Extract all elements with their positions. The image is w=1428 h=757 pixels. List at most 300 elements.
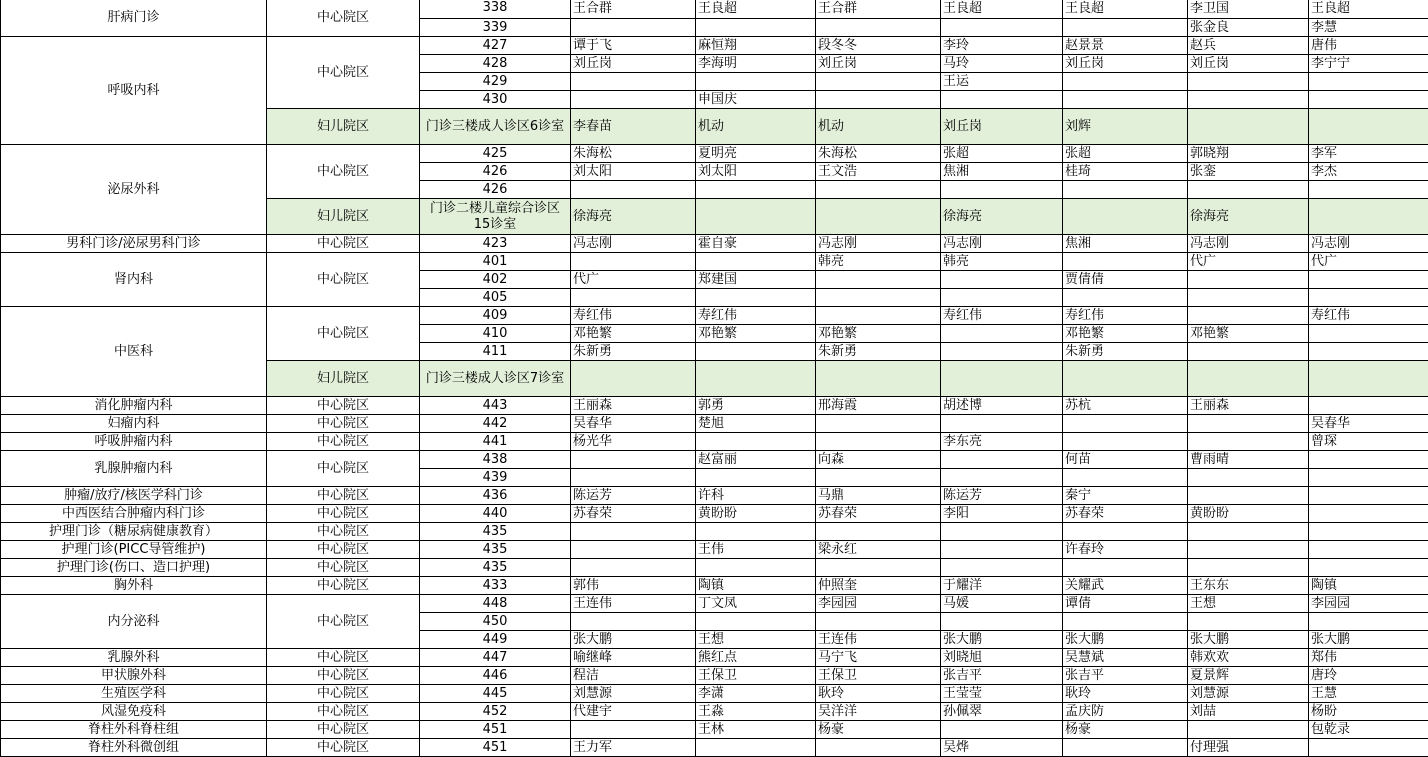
doctor-cell bbox=[571, 541, 696, 559]
doctor-cell bbox=[1188, 523, 1309, 541]
doctor-cell: 朱海松 bbox=[816, 145, 941, 163]
doctor-cell bbox=[816, 415, 941, 433]
doctor-cell: 吴洋洋 bbox=[816, 703, 941, 721]
doctor-cell: 郭勇 bbox=[696, 397, 816, 415]
doctor-cell: 吴慧斌 bbox=[1063, 649, 1188, 667]
doctor-cell bbox=[941, 613, 1063, 631]
doctor-cell: 朱海松 bbox=[571, 145, 696, 163]
doctor-cell: 张超 bbox=[1063, 145, 1188, 163]
doctor-cell: 陈运芳 bbox=[571, 487, 696, 505]
doctor-cell bbox=[1309, 91, 1428, 109]
doctor-cell bbox=[1309, 361, 1428, 397]
room-cell: 430 bbox=[420, 91, 571, 109]
doctor-cell: 关耀武 bbox=[1063, 577, 1188, 595]
doctor-cell: 马玲 bbox=[941, 55, 1063, 73]
doctor-cell bbox=[1309, 109, 1428, 145]
doctor-cell: 李杰 bbox=[1309, 163, 1428, 181]
doctor-cell: 刘晓旭 bbox=[941, 649, 1063, 667]
doctor-cell: 寿红伟 bbox=[571, 307, 696, 325]
room-cell: 445 bbox=[420, 685, 571, 703]
doctor-cell: 楚旭 bbox=[696, 415, 816, 433]
room-cell: 409 bbox=[420, 307, 571, 325]
doctor-cell bbox=[696, 181, 816, 199]
doctor-cell: 张吉平 bbox=[1063, 667, 1188, 685]
doctor-cell: 许春玲 bbox=[1063, 541, 1188, 559]
doctor-cell bbox=[696, 433, 816, 451]
department-cell: 甲状腺外科 bbox=[1, 667, 267, 685]
doctor-cell bbox=[1309, 343, 1428, 361]
doctor-cell: 杨盼 bbox=[1309, 703, 1428, 721]
doctor-cell: 向森 bbox=[816, 451, 941, 469]
doctor-cell bbox=[571, 91, 696, 109]
doctor-cell: 代建宇 bbox=[571, 703, 696, 721]
doctor-cell bbox=[696, 361, 816, 397]
doctor-cell: 王保卫 bbox=[816, 667, 941, 685]
doctor-cell bbox=[571, 721, 696, 739]
campus-cell: 中心院区 bbox=[267, 739, 420, 757]
department-cell: 泌尿外科 bbox=[1, 145, 267, 235]
doctor-cell: 张大鹏 bbox=[1309, 631, 1428, 649]
room-cell: 441 bbox=[420, 433, 571, 451]
doctor-cell: 熊红点 bbox=[696, 649, 816, 667]
department-cell: 肿瘤/放疗/核医学科门诊 bbox=[1, 487, 267, 505]
doctor-cell bbox=[696, 559, 816, 577]
doctor-cell: 代广 bbox=[1309, 253, 1428, 271]
doctor-cell bbox=[696, 19, 816, 37]
doctor-cell: 谭倩 bbox=[1063, 595, 1188, 613]
doctor-cell: 刘丘岗 bbox=[1188, 55, 1309, 73]
doctor-cell: 唐伟 bbox=[1309, 37, 1428, 55]
doctor-cell: 张超 bbox=[941, 145, 1063, 163]
doctor-cell: 梁永红 bbox=[816, 541, 941, 559]
doctor-cell bbox=[696, 73, 816, 91]
doctor-cell: 赵景景 bbox=[1063, 37, 1188, 55]
doctor-cell: 王良超 bbox=[941, 0, 1063, 19]
doctor-cell bbox=[1188, 541, 1309, 559]
doctor-cell: 李园园 bbox=[1309, 595, 1428, 613]
room-cell: 449 bbox=[420, 631, 571, 649]
doctor-cell: 贾倩倩 bbox=[1063, 271, 1188, 289]
doctor-cell bbox=[941, 343, 1063, 361]
doctor-cell bbox=[696, 253, 816, 271]
campus-cell: 中心院区 bbox=[267, 541, 420, 559]
doctor-cell: 耿玲 bbox=[816, 685, 941, 703]
doctor-cell: 王丽森 bbox=[571, 397, 696, 415]
doctor-cell: 李军 bbox=[1309, 145, 1428, 163]
room-cell: 425 bbox=[420, 145, 571, 163]
schedule-body bbox=[1, 0, 1428, 757]
doctor-cell: 王保卫 bbox=[696, 667, 816, 685]
doctor-cell bbox=[571, 613, 696, 631]
campus-cell: 中心院区 bbox=[267, 703, 420, 721]
doctor-cell bbox=[1063, 253, 1188, 271]
table-row bbox=[1, 577, 1428, 595]
campus-cell: 妇儿院区 bbox=[267, 199, 420, 235]
room-cell: 451 bbox=[420, 739, 571, 757]
doctor-cell: 徐海亮 bbox=[571, 199, 696, 235]
doctor-cell bbox=[941, 523, 1063, 541]
department-cell: 护理门诊（糖尿病健康教育） bbox=[1, 523, 267, 541]
doctor-cell: 孟庆防 bbox=[1063, 703, 1188, 721]
doctor-cell bbox=[1063, 19, 1188, 37]
doctor-cell bbox=[816, 523, 941, 541]
doctor-cell bbox=[571, 361, 696, 397]
department-cell: 风湿免疫科 bbox=[1, 703, 267, 721]
table-row bbox=[1, 307, 1428, 325]
doctor-cell: 耿玲 bbox=[1063, 685, 1188, 703]
doctor-cell: 王连伟 bbox=[816, 631, 941, 649]
table-row bbox=[1, 595, 1428, 613]
doctor-cell bbox=[1188, 289, 1309, 307]
doctor-cell bbox=[1188, 181, 1309, 199]
doctor-cell bbox=[571, 19, 696, 37]
doctor-cell: 陶镇 bbox=[1309, 577, 1428, 595]
doctor-cell: 李玲 bbox=[941, 37, 1063, 55]
campus-cell: 中心院区 bbox=[267, 451, 420, 487]
campus-cell: 中心院区 bbox=[267, 487, 420, 505]
doctor-cell: 徐海亮 bbox=[941, 199, 1063, 235]
doctor-cell: 曾琛 bbox=[1309, 433, 1428, 451]
doctor-cell: 韩亮 bbox=[816, 253, 941, 271]
doctor-cell bbox=[941, 721, 1063, 739]
room-cell: 405 bbox=[420, 289, 571, 307]
doctor-cell bbox=[941, 469, 1063, 487]
doctor-cell: 张銮 bbox=[1188, 163, 1309, 181]
doctor-cell bbox=[571, 289, 696, 307]
doctor-cell: 寿红伟 bbox=[941, 307, 1063, 325]
doctor-cell: 王想 bbox=[1188, 595, 1309, 613]
doctor-cell: 刘喆 bbox=[1188, 703, 1309, 721]
doctor-cell bbox=[571, 559, 696, 577]
campus-cell: 中心院区 bbox=[267, 559, 420, 577]
doctor-cell bbox=[1309, 289, 1428, 307]
table-row bbox=[1, 523, 1428, 541]
room-cell: 443 bbox=[420, 397, 571, 415]
doctor-cell: 王丽森 bbox=[1188, 397, 1309, 415]
room-cell: 426 bbox=[420, 163, 571, 181]
doctor-cell bbox=[1188, 307, 1309, 325]
doctor-cell: 苏春荣 bbox=[816, 505, 941, 523]
doctor-cell bbox=[1063, 469, 1188, 487]
doctor-cell: 王良超 bbox=[1309, 0, 1428, 19]
campus-cell: 中心院区 bbox=[267, 37, 420, 109]
doctor-cell bbox=[1188, 433, 1309, 451]
doctor-cell: 吴春华 bbox=[1309, 415, 1428, 433]
department-cell: 妇瘤内科 bbox=[1, 415, 267, 433]
table-row bbox=[1, 505, 1428, 523]
doctor-cell: 邓艳繁 bbox=[1188, 325, 1309, 343]
doctor-cell bbox=[1309, 505, 1428, 523]
doctor-cell bbox=[816, 271, 941, 289]
campus-cell: 中心院区 bbox=[267, 577, 420, 595]
room-cell: 448 bbox=[420, 595, 571, 613]
room-cell: 门诊二楼儿童综合诊区15诊室 bbox=[420, 199, 571, 235]
doctor-cell: 徐海亮 bbox=[1188, 199, 1309, 235]
room-cell: 447 bbox=[420, 649, 571, 667]
room-cell: 451 bbox=[420, 721, 571, 739]
doctor-cell bbox=[571, 253, 696, 271]
doctor-cell bbox=[696, 343, 816, 361]
doctor-cell: 包乾录 bbox=[1309, 721, 1428, 739]
doctor-cell: 黄盼盼 bbox=[1188, 505, 1309, 523]
table-row bbox=[1, 397, 1428, 415]
doctor-cell: 王文浩 bbox=[816, 163, 941, 181]
doctor-cell: 李阳 bbox=[941, 505, 1063, 523]
doctor-cell bbox=[1063, 559, 1188, 577]
doctor-cell: 李东亮 bbox=[941, 433, 1063, 451]
doctor-cell bbox=[1188, 361, 1309, 397]
doctor-cell: 邓艳繁 bbox=[1063, 325, 1188, 343]
doctor-cell bbox=[571, 451, 696, 469]
doctor-cell: 仲照奎 bbox=[816, 577, 941, 595]
doctor-cell: 王合群 bbox=[816, 0, 941, 19]
doctor-cell bbox=[1309, 199, 1428, 235]
doctor-cell: 李海明 bbox=[696, 55, 816, 73]
doctor-cell: 朱新勇 bbox=[571, 343, 696, 361]
doctor-cell bbox=[1309, 451, 1428, 469]
department-cell: 中医科 bbox=[1, 307, 267, 397]
doctor-cell bbox=[1063, 523, 1188, 541]
doctor-cell: 郭晓翔 bbox=[1188, 145, 1309, 163]
department-cell: 生殖医学科 bbox=[1, 685, 267, 703]
doctor-cell bbox=[1188, 559, 1309, 577]
doctor-cell bbox=[816, 73, 941, 91]
doctor-cell bbox=[941, 91, 1063, 109]
doctor-cell bbox=[1063, 361, 1188, 397]
doctor-cell: 刘丘岗 bbox=[1063, 55, 1188, 73]
doctor-cell: 王莹莹 bbox=[941, 685, 1063, 703]
doctor-cell: 张大鹏 bbox=[571, 631, 696, 649]
doctor-cell bbox=[696, 739, 816, 757]
room-cell: 429 bbox=[420, 73, 571, 91]
doctor-cell: 王林 bbox=[696, 721, 816, 739]
doctor-cell bbox=[941, 271, 1063, 289]
doctor-cell bbox=[1309, 541, 1428, 559]
department-cell: 胸外科 bbox=[1, 577, 267, 595]
doctor-cell: 郑伟 bbox=[1309, 649, 1428, 667]
room-cell: 433 bbox=[420, 577, 571, 595]
doctor-cell: 李宁宁 bbox=[1309, 55, 1428, 73]
doctor-cell: 张大鹏 bbox=[941, 631, 1063, 649]
doctor-cell bbox=[816, 559, 941, 577]
room-cell: 450 bbox=[420, 613, 571, 631]
doctor-cell: 王良超 bbox=[1063, 0, 1188, 19]
doctor-cell: 刘辉 bbox=[1063, 109, 1188, 145]
table-row bbox=[1, 667, 1428, 685]
doctor-cell bbox=[1063, 73, 1188, 91]
department-cell: 乳腺肿瘤内科 bbox=[1, 451, 267, 487]
campus-cell: 中心院区 bbox=[267, 235, 420, 253]
campus-cell: 中心院区 bbox=[267, 667, 420, 685]
doctor-cell bbox=[1309, 469, 1428, 487]
table-row bbox=[1, 145, 1428, 163]
doctor-cell bbox=[1188, 469, 1309, 487]
doctor-cell: 陶镇 bbox=[696, 577, 816, 595]
doctor-cell bbox=[816, 361, 941, 397]
campus-cell: 中心院区 bbox=[267, 721, 420, 739]
doctor-cell: 李慧 bbox=[1309, 19, 1428, 37]
department-cell: 呼吸肿瘤内科 bbox=[1, 433, 267, 451]
doctor-cell: 杨豪 bbox=[1063, 721, 1188, 739]
department-cell: 脊柱外科脊柱组 bbox=[1, 721, 267, 739]
doctor-cell bbox=[1063, 91, 1188, 109]
doctor-cell: 马媛 bbox=[941, 595, 1063, 613]
table-row bbox=[1, 721, 1428, 739]
campus-cell: 中心院区 bbox=[267, 397, 420, 415]
doctor-cell: 许科 bbox=[696, 487, 816, 505]
doctor-cell: 朱新勇 bbox=[1063, 343, 1188, 361]
doctor-cell: 冯志刚 bbox=[816, 235, 941, 253]
doctor-cell bbox=[941, 19, 1063, 37]
doctor-cell bbox=[941, 559, 1063, 577]
doctor-cell: 苏春荣 bbox=[571, 505, 696, 523]
doctor-cell bbox=[1188, 343, 1309, 361]
doctor-cell: 张大鹏 bbox=[1188, 631, 1309, 649]
table-row bbox=[1, 685, 1428, 703]
doctor-cell: 刘太阳 bbox=[696, 163, 816, 181]
doctor-cell: 刘太阳 bbox=[571, 163, 696, 181]
doctor-cell bbox=[816, 181, 941, 199]
doctor-cell: 马鼎 bbox=[816, 487, 941, 505]
doctor-cell bbox=[941, 361, 1063, 397]
doctor-cell: 段冬冬 bbox=[816, 37, 941, 55]
doctor-cell: 何苗 bbox=[1063, 451, 1188, 469]
doctor-cell bbox=[1063, 181, 1188, 199]
department-cell: 肾内科 bbox=[1, 253, 267, 307]
doctor-cell: 王连伟 bbox=[571, 595, 696, 613]
campus-cell: 中心院区 bbox=[267, 307, 420, 361]
doctor-cell bbox=[816, 469, 941, 487]
table-row bbox=[1, 37, 1428, 55]
doctor-cell: 邢海霞 bbox=[816, 397, 941, 415]
doctor-cell: 冯志刚 bbox=[1188, 235, 1309, 253]
doctor-cell: 邓艳繁 bbox=[696, 325, 816, 343]
doctor-cell: 代广 bbox=[1188, 253, 1309, 271]
campus-cell: 中心院区 bbox=[267, 253, 420, 307]
room-cell: 402 bbox=[420, 271, 571, 289]
doctor-cell bbox=[1309, 73, 1428, 91]
doctor-cell bbox=[571, 73, 696, 91]
doctor-cell: 李园园 bbox=[816, 595, 941, 613]
doctor-cell bbox=[816, 433, 941, 451]
table-row bbox=[1, 487, 1428, 505]
doctor-cell: 赵兵 bbox=[1188, 37, 1309, 55]
doctor-cell: 李春苗 bbox=[571, 109, 696, 145]
room-cell: 411 bbox=[420, 343, 571, 361]
room-cell: 442 bbox=[420, 415, 571, 433]
doctor-cell: 冯志刚 bbox=[1309, 235, 1428, 253]
doctor-cell: 胡述博 bbox=[941, 397, 1063, 415]
doctor-cell bbox=[816, 307, 941, 325]
doctor-cell: 王力军 bbox=[571, 739, 696, 757]
campus-cell: 中心院区 bbox=[267, 595, 420, 649]
doctor-cell: 刘丘岗 bbox=[571, 55, 696, 73]
doctor-cell bbox=[1063, 289, 1188, 307]
table-row bbox=[1, 433, 1428, 451]
campus-cell: 中心院区 bbox=[267, 433, 420, 451]
doctor-cell: 王慧 bbox=[1309, 685, 1428, 703]
doctor-cell bbox=[816, 739, 941, 757]
doctor-cell bbox=[1309, 181, 1428, 199]
doctor-cell bbox=[1063, 199, 1188, 235]
doctor-cell: 郑建国 bbox=[696, 271, 816, 289]
room-cell: 436 bbox=[420, 487, 571, 505]
doctor-cell: 邓艳繁 bbox=[571, 325, 696, 343]
doctor-cell bbox=[816, 19, 941, 37]
doctor-cell: 于耀洋 bbox=[941, 577, 1063, 595]
doctor-cell bbox=[1309, 487, 1428, 505]
doctor-cell bbox=[571, 469, 696, 487]
doctor-cell bbox=[1309, 325, 1428, 343]
doctor-cell bbox=[941, 451, 1063, 469]
doctor-cell: 唐玲 bbox=[1309, 667, 1428, 685]
doctor-cell bbox=[696, 469, 816, 487]
doctor-cell: 孙佩翠 bbox=[941, 703, 1063, 721]
doctor-cell: 寿红伟 bbox=[1309, 307, 1428, 325]
table-row bbox=[1, 0, 1428, 19]
doctor-cell: 桂琦 bbox=[1063, 163, 1188, 181]
doctor-cell: 麻恒翔 bbox=[696, 37, 816, 55]
doctor-cell bbox=[1309, 739, 1428, 757]
campus-cell: 中心院区 bbox=[267, 649, 420, 667]
room-cell: 门诊三楼成人诊区6诊室 bbox=[420, 109, 571, 145]
table-row bbox=[1, 649, 1428, 667]
doctor-cell: 朱新勇 bbox=[816, 343, 941, 361]
table-row bbox=[1, 703, 1428, 721]
room-cell: 428 bbox=[420, 55, 571, 73]
doctor-cell: 陈运芳 bbox=[941, 487, 1063, 505]
department-cell: 内分泌科 bbox=[1, 595, 267, 649]
doctor-cell bbox=[696, 289, 816, 307]
doctor-cell bbox=[941, 325, 1063, 343]
doctor-cell bbox=[1063, 613, 1188, 631]
room-cell: 440 bbox=[420, 505, 571, 523]
room-cell: 452 bbox=[420, 703, 571, 721]
doctor-cell: 寿红伟 bbox=[1063, 307, 1188, 325]
campus-cell: 中心院区 bbox=[267, 505, 420, 523]
department-cell: 护理门诊(PICC导管维护) bbox=[1, 541, 267, 559]
doctor-cell: 王淼 bbox=[696, 703, 816, 721]
doctor-cell: 刘丘岗 bbox=[816, 55, 941, 73]
doctor-cell bbox=[571, 523, 696, 541]
doctor-cell: 冯志刚 bbox=[571, 235, 696, 253]
room-cell: 426 bbox=[420, 181, 571, 199]
room-cell: 423 bbox=[420, 235, 571, 253]
doctor-cell: 冯志刚 bbox=[941, 235, 1063, 253]
campus-cell: 中心院区 bbox=[267, 523, 420, 541]
doctor-cell bbox=[696, 523, 816, 541]
doctor-cell: 霍自豪 bbox=[696, 235, 816, 253]
doctor-cell bbox=[1063, 415, 1188, 433]
doctor-cell: 张吉平 bbox=[941, 667, 1063, 685]
doctor-cell: 王想 bbox=[696, 631, 816, 649]
room-cell: 435 bbox=[420, 523, 571, 541]
department-cell: 护理门诊(伤口、造口护理) bbox=[1, 559, 267, 577]
doctor-cell: 寿红伟 bbox=[696, 307, 816, 325]
doctor-cell: 焦湘 bbox=[941, 163, 1063, 181]
department-cell: 呼吸内科 bbox=[1, 37, 267, 145]
doctor-cell: 丁文凤 bbox=[696, 595, 816, 613]
doctor-cell: 韩欢欢 bbox=[1188, 649, 1309, 667]
table-row bbox=[1, 541, 1428, 559]
doctor-cell bbox=[941, 181, 1063, 199]
doctor-cell: 李卫国 bbox=[1188, 0, 1309, 19]
doctor-cell: 李潇 bbox=[696, 685, 816, 703]
room-cell: 401 bbox=[420, 253, 571, 271]
doctor-cell bbox=[1188, 487, 1309, 505]
table-row bbox=[1, 739, 1428, 757]
doctor-cell bbox=[1309, 271, 1428, 289]
